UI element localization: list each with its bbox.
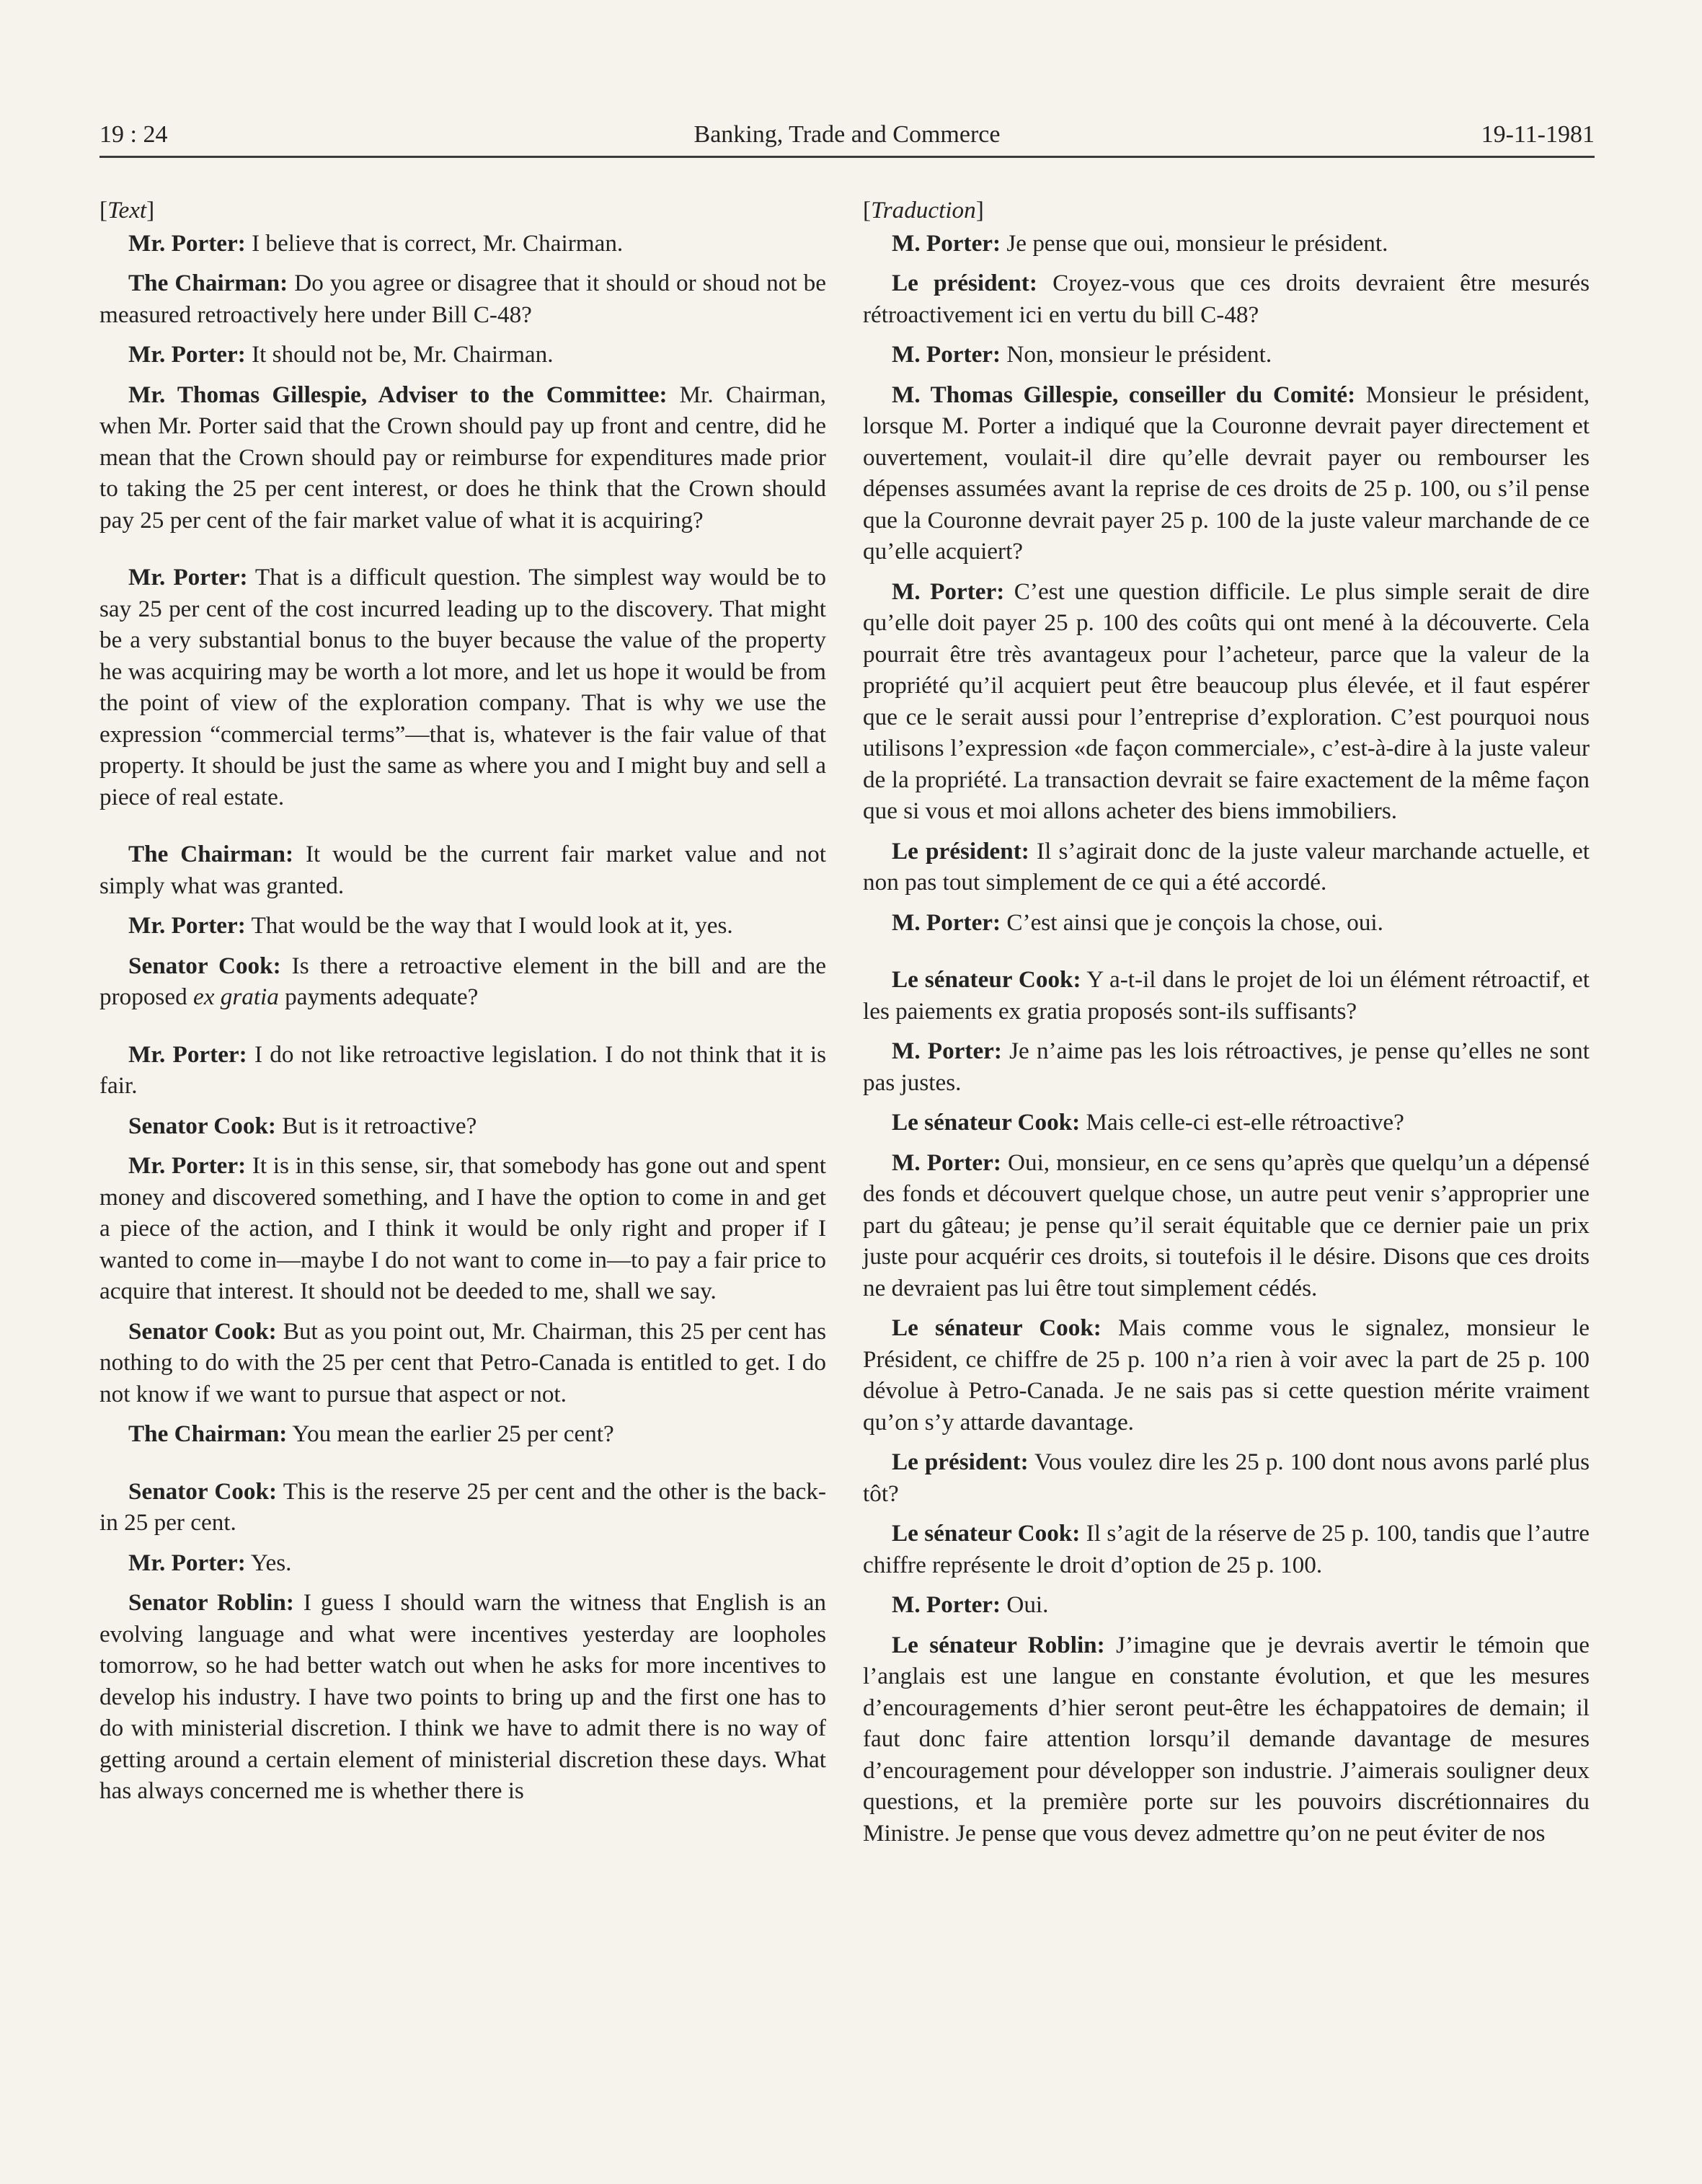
paragraph: Mr. Porter: That would be the way that I would look at it, yes. <box>128 912 733 939</box>
paragraph: Senator Cook: But is it retroactive? <box>128 1112 477 1139</box>
paragraph: Mr. Porter: I do not like retroactive legislation. I do not think that it is fair. <box>99 1040 826 1099</box>
paragraph: Le sénateur Cook: Mais comme vous le signalez, monsieur le Président, ce chiffre de 25 p. 100 n’a rien à voir avec la part de 25 p. 100 dévolue à Petro-Canada. Je ne sais pas si cette question mérite vraiment qu’on s’y attarde davantage. <box>863 1314 1590 1436</box>
paragraph: Le sénateur Cook: Mais celle-ci est-elle rétroactive? <box>892 1109 1404 1136</box>
section-label: [Traduction] <box>863 197 984 224</box>
paragraph: M. Porter: C’est ainsi que je conçois la chose, oui. <box>892 908 1383 936</box>
paragraph: The Chairman: Do you agree or disagree that it should or shoud not be measured retroactively here under Bill C-48? <box>99 270 826 328</box>
paragraph: Mr. Porter: Yes. <box>128 1549 292 1576</box>
paragraph: M. Thomas Gillespie, conseiller du Comité: Monsieur le président, lorsque M. Porter a indiqué que la Couronne devrait payer directement et ouvertement, voulait-il dire qu’elle devrait payer ou rembourser les dépenses assumées avant la reprise de ces droits de 25 p. 100, ou s’il pense que la Couronne devrait payer 25 p. 100 de la juste valeur marchande de ce qu’elle acquiert? <box>863 381 1590 565</box>
paragraph: Mr. Porter: That is a difficult question. The simplest way would be to say 25 per cent of the cost incurred leading up to the discovery. That might be a very substantial bonus to the buyer because the value of the property he was acquiring may be worth a lot more, and let us hope it would be from the point of view of the exploration company. That is why we use the expression “commercial terms”—that is, whatever is the fair value of that property. It should be just the same as where you and I might buy and sell a piece of real estate. <box>99 564 826 810</box>
paragraph: Le président: Il s’agirait donc de la juste valeur marchande actuelle, et non pas tout simplement de ce qui a été accordé. <box>863 837 1590 896</box>
paragraph: Mr. Porter: It should not be, Mr. Chairman. <box>128 341 554 368</box>
paragraph: Le sénateur Cook: Y a-t-il dans le projet de loi un élément rétroactif, et les paiements ex gratia proposés sont-ils suffisants? <box>863 966 1590 1025</box>
paragraph: The Chairman: It would be the current fair market value and not simply what was granted. <box>99 841 826 899</box>
paragraph: Mr. Thomas Gillespie, Adviser to the Committee: Mr. Chairman, when Mr. Porter said that the Crown should pay up front and centre, did he mean that the Crown should pay or reimburse for expenditures made prior to taking the 25 per cent interest, or does he think that the Crown should pay 25 per cent of the fair market value of what it is acquiring? <box>99 381 826 534</box>
paragraph: Senator Roblin: I guess I should warn the witness that English is an evolving language and what were incentives yesterday are loopholes tomorrow, so he had better watch out when he asks for more incentives to develop his industry. I have two points to bring up and the first one has to do with ministerial discretion. I think we have to admit there is no way of getting around a certain element of ministerial discretion these days. What has always concerned me is whether there is <box>99 1589 826 1804</box>
paragraph: M. Porter: Oui. <box>892 1591 1049 1618</box>
page-date: 19-11-1981 <box>1481 121 1595 148</box>
french-column <box>863 195 1590 1857</box>
paragraph: Mr. Porter: It is in this sense, sir, that somebody has gone out and spent money and discovered something, and I have the option to come in and get a piece of the action, and I think it would be only right and proper if I wanted to come in—maybe I do not want to come in—to pay a fair price to acquire that interest. It should not be deeded to me, shall we say. <box>99 1152 826 1304</box>
paragraph: M. Porter: Je n’aime pas les lois rétroactives, je pense qu’elles ne sont pas justes. <box>863 1038 1590 1096</box>
paragraph: Senator Cook: But as you point out, Mr. Chairman, this 25 per cent has nothing to do with the 25 per cent that Petro-Canada is entitled to get. I do not know if we want to pursue that aspect or not. <box>99 1317 826 1407</box>
paragraph: M. Porter: Non, monsieur le président. <box>892 341 1272 368</box>
page-number: 19 : 24 <box>99 121 168 148</box>
paragraph: M. Porter: Je pense que oui, monsieur le président. <box>892 229 1388 257</box>
paragraph: M. Porter: Oui, monsieur, en ce sens qu’après que quelqu’un a dépensé des fonds et découvert quelque chose, un autre peut venir s’approprier une part du gâteau; je pense qu’il serait équitable que ce dernier paie un prix juste pour acquérir ces droits, si toutefois il le désire. Disons que ces droits ne devraient pas lui être tout simplement cédés. <box>863 1149 1590 1301</box>
paragraph: M. Porter: C’est une question difficile. Le plus simple serait de dire qu’elle doit payer 25 p. 100 des coûts qui ont mené à la découverte. Cela pourrait être très avantageux pour l’acheteur, parce que la valeur de la propriété qu’il acquiert peut être beaucoup plus élevée, et il faut espérer que ce le serait aussi pour l’entreprise d’exploration. C’est pourquoi nous utilisons l’expression «de façon commerciale», c’est-à-dire à la juste valeur de la propriété. La transaction devrait se faire exactement de la même façon que si vous et moi allons acheter des biens immobiliers. <box>863 578 1590 824</box>
paragraph: Le sénateur Roblin: J’imagine que je devrais avertir le témoin que l’anglais est une langue en constante évolution, et que les mesures d’encouragements d’hier seront peut-être les échappatoires de demain; il faut donc faire attention lorsqu’il demande davantage de mesures d’encouragement pour développer son industrie. J’aimerais souligner deux questions, et la première porte sur les pouvoirs discrétionnaires du Ministre. Je pense que vous devez admettre qu’on ne peut éviter de nos <box>863 1631 1590 1847</box>
paragraph: Senator Cook: Is there a retroactive element in the bill and are the proposed ex gratia payments adequate? <box>99 952 826 1010</box>
section-label: [Text] <box>99 197 155 224</box>
paragraph: Mr. Porter: I believe that is correct, Mr. Chairman. <box>128 229 624 257</box>
page-header <box>99 118 1595 158</box>
paragraph: The Chairman: You mean the earlier 25 per cent? <box>128 1420 614 1447</box>
running-title: Banking, Trade and Commerce <box>693 121 1001 148</box>
paragraph: Le sénateur Cook: Il s’agit de la réserve de 25 p. 100, tandis que l’autre chiffre représente le droit d’option de 25 p. 100. <box>863 1520 1590 1578</box>
paragraph: Le président: Croyez-vous que ces droits devraient être mesurés rétroactivement ici en vertu du bill C-48? <box>863 270 1590 328</box>
paragraph: Le président: Vous voulez dire les 25 p. 100 dont nous avons parlé plus tôt? <box>863 1449 1590 1507</box>
english-column <box>99 195 826 1816</box>
paragraph: Senator Cook: This is the reserve 25 per cent and the other is the back-in 25 per cent. <box>99 1477 826 1536</box>
